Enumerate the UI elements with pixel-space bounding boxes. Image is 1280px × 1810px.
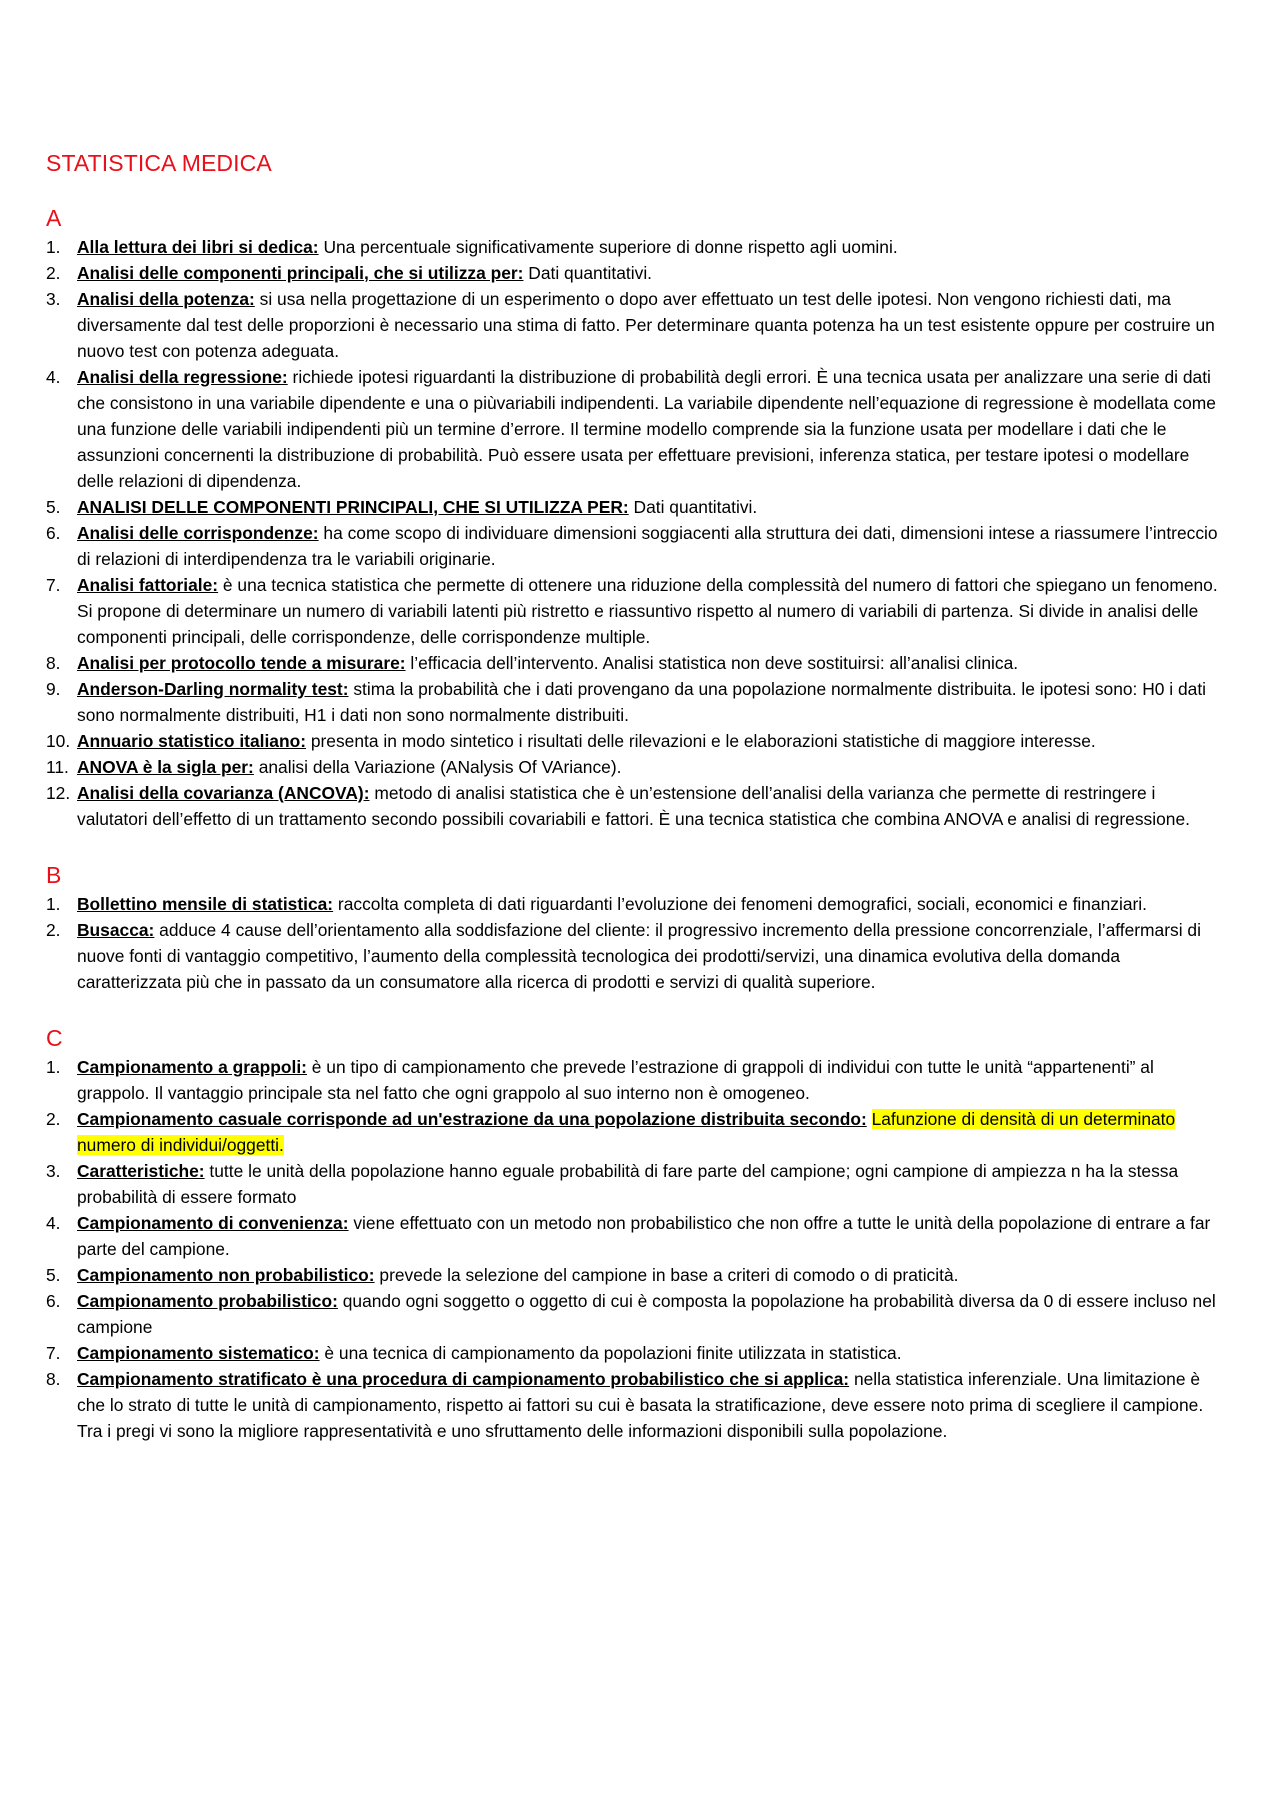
item-term: Campionamento casuale corrisponde ad un'estrazione da una popolazione distribuita secondo: <box>77 1109 867 1129</box>
item-definition: analisi della Variazione (ANalysis Of VAriance). <box>253 757 622 777</box>
item-definition: Dati quantitativi. <box>628 497 758 517</box>
item-definition: quando ogni soggetto o oggetto di cui è composta la popolazione ha probabilità diversa da 0 di essere incluso nel campione <box>77 1291 1216 1337</box>
item-number: 5. <box>46 1265 61 1285</box>
item-term: Analisi della potenza: <box>77 289 255 309</box>
item-number: 7. <box>46 1343 61 1363</box>
item-term: Anderson-Darling normality test: <box>77 679 349 699</box>
item-term: Analisi della covarianza (ANCOVA): <box>77 783 370 803</box>
item-definition: Una percentuale significativamente superiore di donne rispetto agli uomini. <box>318 237 898 257</box>
list-item <box>46 286 1221 364</box>
sections-container <box>46 205 1221 1444</box>
item-term: Analisi per protocollo tende a misurare: <box>77 653 406 673</box>
item-number: 1. <box>46 237 61 257</box>
item-number: 8. <box>46 1369 61 1389</box>
item-term: Analisi della regressione: <box>77 367 288 387</box>
section-c <box>46 1025 1221 1444</box>
item-number: 3. <box>46 289 61 309</box>
item-number: 6. <box>46 523 61 543</box>
section-letter: A <box>46 205 62 231</box>
list-item <box>46 364 1221 494</box>
item-term: Campionamento stratificato è una procedura di campionamento probabilistico che si applica: <box>77 1369 850 1389</box>
list-item <box>46 1106 1221 1158</box>
list-item <box>46 1158 1221 1210</box>
list-item <box>46 754 1221 780</box>
document-title: STATISTICA MEDICA <box>46 150 272 176</box>
section-letter: B <box>46 862 62 888</box>
item-number: 2. <box>46 1109 61 1129</box>
item-term: Campionamento sistematico: <box>77 1343 320 1363</box>
list-item <box>46 260 1221 286</box>
list-item <box>46 1262 1221 1288</box>
item-definition: nella statistica inferenziale. Una limitazione è che lo strato di tutte le unità di campionamento, rispetto ai fattori su cui è basata la stratificazione, deve essere noto prima di scegliere il campione. Tra i pregi vi sono la migliore rappresentatività e uno sfruttamento delle informazioni disponibili sulla popolazione. <box>77 1369 1204 1441</box>
item-definition: è una tecnica di campionamento da popolazioni finite utilizzata in statistica. <box>319 1343 902 1363</box>
item-definition: l’efficacia dell’intervento. Analisi statistica non deve sostituirsi: all’analisi clinica. <box>405 653 1019 673</box>
list-item <box>46 780 1221 832</box>
item-definition: stima la probabilità che i dati provengano da una popolazione normalmente distribuita. le ipotesi sono: H0 i dati sono normalmente distribuiti, H1 i dati non sono normalmente distribuiti. <box>77 679 1207 725</box>
item-term: Annuario statistico italiano: <box>77 731 306 751</box>
item-term: Campionamento a grappoli: <box>77 1057 307 1077</box>
list-item <box>46 650 1221 676</box>
item-definition: è una tecnica statistica che permette di ottenere una riduzione della complessità del numero di fattori che spiegano un fenomeno. Si propone di determinare un numero di variabili latenti più ristretto e riassuntivo rispetto al numero di variabili di partenza. Si divide in analisi delle componenti principali, delle corrispondenze, delle corrispondenze multiple. <box>77 575 1218 647</box>
item-term: ANALISI DELLE COMPONENTI PRINCIPALI, CHE SI UTILIZZA PER: <box>77 497 629 517</box>
item-definition: Dati quantitativi. <box>523 263 653 283</box>
item-number: 12. <box>46 783 71 803</box>
item-term: ANOVA è la sigla per: <box>77 757 254 777</box>
list-item <box>46 1054 1221 1106</box>
item-number: 1. <box>46 894 61 914</box>
item-term: Busacca: <box>77 920 155 940</box>
highlighted-text: Lafunzione di densità di un determinato numero di individui/oggetti. <box>77 1109 1176 1155</box>
item-number: 4. <box>46 1213 61 1233</box>
entry-list <box>46 891 1221 995</box>
entry-list <box>46 1054 1221 1444</box>
item-term: Alla lettura dei libri si dedica: <box>77 237 319 257</box>
item-definition: raccolta completa di dati riguardanti l’evoluzione dei fenomeni demografici, sociali, economici e finanziari. <box>333 894 1148 914</box>
item-number: 4. <box>46 367 61 387</box>
list-item <box>46 891 1221 917</box>
item-term: Analisi fattoriale: <box>77 575 219 595</box>
list-item <box>46 572 1221 650</box>
entry-list <box>46 234 1221 832</box>
list-item <box>46 234 1221 260</box>
item-number: 8. <box>46 653 61 673</box>
list-item <box>46 1340 1221 1366</box>
item-number: 7. <box>46 575 61 595</box>
item-term: Analisi delle componenti principali, che si utilizza per: <box>77 263 524 283</box>
item-definition: tutte le unità della popolazione hanno eguale probabilità di fare parte del campione; ogni campione di ampiezza n ha la stessa probabilità di essere formato <box>77 1161 1179 1207</box>
item-number: 3. <box>46 1161 61 1181</box>
item-number: 2. <box>46 920 61 940</box>
list-item <box>46 917 1221 995</box>
list-item <box>46 520 1221 572</box>
item-term: Campionamento probabilistico: <box>77 1291 338 1311</box>
list-item <box>46 1288 1221 1340</box>
item-definition: presenta in modo sintetico i risultati delle rilevazioni e le elaborazioni statistiche di maggiore interesse. <box>306 731 1096 751</box>
document-page <box>46 150 1221 1474</box>
item-definition: si usa nella progettazione di un esperimento o dopo aver effettuato un test delle ipotesi. Non vengono richiesti dati, ma diversamente dal test delle proporzioni è necessario una stima di fatto. Per determinare quanta potenza ha un test esistente oppure per costruire un nuovo test con potenza adeguata. <box>77 289 1215 361</box>
item-definition: adduce 4 cause dell’orientamento alla soddisfazione del cliente: il progressivo incremento della pressione concorrenziale, l’affermarsi di nuove fonti di vantaggio competitivo, l’aumento della complessità tecnologica dei prodotti/servizi, una dinamica evolutiva della domanda caratterizzata più che in passato da un consumatore alla ricerca di prodotti e servizi di qualità superiore. <box>77 920 1201 992</box>
item-number: 1. <box>46 1057 61 1077</box>
item-number: 5. <box>46 497 61 517</box>
list-item <box>46 1366 1221 1444</box>
item-number: 9. <box>46 679 61 699</box>
item-definition: viene effettuato con un metodo non probabilistico che non offre a tutte le unità della popolazione di entrare a far parte del campione. <box>77 1213 1211 1259</box>
item-number: 6. <box>46 1291 61 1311</box>
item-term: Analisi delle corrispondenze: <box>77 523 319 543</box>
section-b <box>46 862 1221 995</box>
item-definition <box>867 1109 872 1129</box>
item-term: Bollettino mensile di statistica: <box>77 894 334 914</box>
section-a <box>46 205 1221 832</box>
item-term: Campionamento non probabilistico: <box>77 1265 375 1285</box>
list-item <box>46 1210 1221 1262</box>
item-definition: richiede ipotesi riguardanti la distribuzione di probabilità degli errori. È una tecnica usata per analizzare una serie di dati che consistono in una variabile dipendente e una o piùvariabili indipendenti. La variabile dipendente nell’equazione di regressione è modellata come una funzione delle variabili indipendenti più un termine d’errore. Il termine modello comprende sia la funzione usata per modellare i dati che le assunzioni concernenti la distribuzione di probabilità. Può essere usata per effettuare previsioni, inferenza statica, per testare ipotesi o modellare delle relazioni di dipendenza. <box>77 367 1216 491</box>
list-item <box>46 676 1221 728</box>
section-letter: C <box>46 1025 63 1051</box>
item-definition: ha come scopo di individuare dimensioni soggiacenti alla struttura dei dati, dimensioni intese a riassumere l’intreccio di relazioni di interdipendenza tra le variabili originarie. <box>77 523 1218 569</box>
list-item <box>46 494 1221 520</box>
item-definition: prevede la selezione del campione in base a criteri di comodo o di praticità. <box>374 1265 959 1285</box>
item-term: Caratteristiche: <box>77 1161 205 1181</box>
item-number: 10. <box>46 731 71 751</box>
item-definition: metodo di analisi statistica che è un’estensione dell’analisi della varianza che permette di restringere i valutatori dell’effetto di un trattamento secondo possibili covariabili e fattori. È una tecnica statistica che combina ANOVA e analisi di regressione. <box>77 783 1190 829</box>
list-item <box>46 728 1221 754</box>
item-number: 2. <box>46 263 61 283</box>
item-definition: è un tipo di campionamento che prevede l’estrazione di grappoli di individui con tutte le unità “appartenenti” al grappolo. Il vantaggio principale sta nel fatto che ogni grappolo al suo interno non è omogeneo. <box>77 1057 1154 1103</box>
item-term: Campionamento di convenienza: <box>77 1213 349 1233</box>
item-number: 11. <box>46 757 69 777</box>
